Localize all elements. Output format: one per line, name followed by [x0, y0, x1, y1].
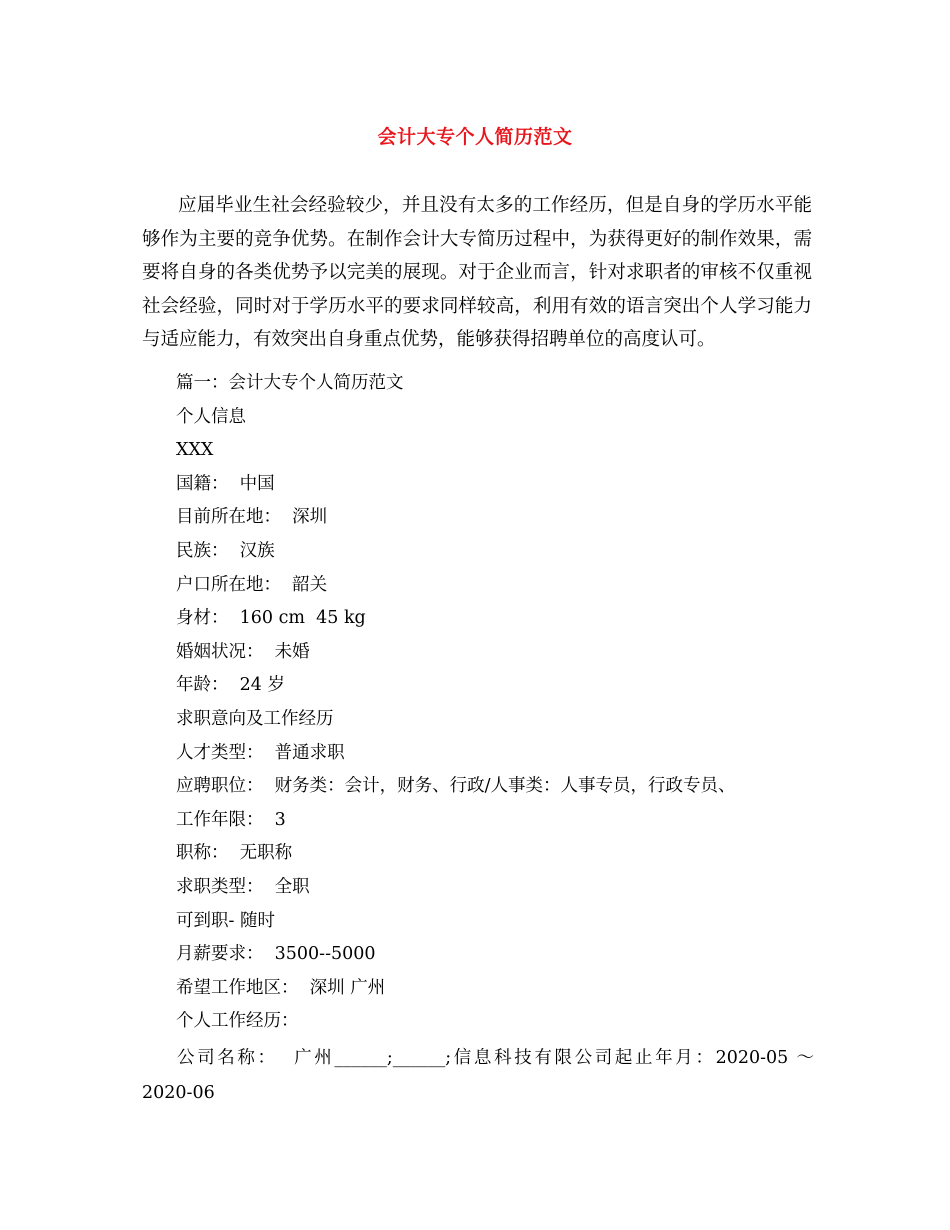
name-line: XXX — [176, 440, 214, 461]
household-line: 户口所在地： 韶关 — [176, 574, 328, 595]
availability-line: 可到职- 随时 — [176, 910, 275, 931]
job-intent-heading: 求职意向及工作经历 — [176, 708, 334, 729]
company-end-date: 2020-06 — [142, 1083, 215, 1103]
position-line: 应聘职位： 财务类：会计，财务、行政/人事类：人事专员，行政专员、 — [176, 776, 736, 797]
job-type-line: 求职类型： 全职 — [176, 876, 310, 897]
personal-info-heading: 个人信息 — [176, 406, 246, 427]
intro-paragraph: 应届毕业生社会经验较少，并且没有太多的工作经历，但是自身的学历水平能够作为主要的竞争优势。在制作会计大专简历过程中，为获得更好的制作效果，需要将自身的各类优势予以完美的展现。对于企业而言，针对求职者的审核不仅重视社会经验，同时对于学历水平的要求同样较高，利用有效的语言突出个人学习能力与适应能力，有效突出自身重点优势，能够获得招聘单位的高度认可。 — [142, 195, 812, 350]
nationality-line: 国籍： 中国 — [176, 473, 275, 494]
work-years-line: 工作年限： 3 — [176, 809, 286, 830]
marital-status-line: 婚姻状况： 未婚 — [176, 641, 310, 662]
document-title: 会计大专个人简历范文 — [377, 126, 573, 148]
section-heading: 篇一：会计大专个人简历范文 — [176, 373, 404, 393]
work-history-heading: 个人工作经历： — [176, 1011, 299, 1032]
salary-line: 月薪要求： 3500--5000 — [176, 944, 376, 965]
company-line: 公司名称： 广州______;______;信息科技有限公司起止年月：2020-05 ～ — [177, 1048, 814, 1068]
resume-lines — [176, 367, 816, 1039]
title-line: 职称： 无职称 — [176, 843, 293, 864]
ethnicity-line: 民族： 汉族 — [176, 540, 275, 561]
physique-line: 身材： 160 cm 45 kg — [176, 608, 366, 629]
location-line: 目前所在地： 深圳 — [176, 507, 328, 528]
work-region-line: 希望工作地区： 深圳 广州 — [176, 977, 386, 998]
company-entry — [142, 1041, 814, 1111]
age-line: 年龄： 24 岁 — [176, 675, 285, 696]
talent-type-line: 人才类型： 普通求职 — [176, 742, 345, 763]
